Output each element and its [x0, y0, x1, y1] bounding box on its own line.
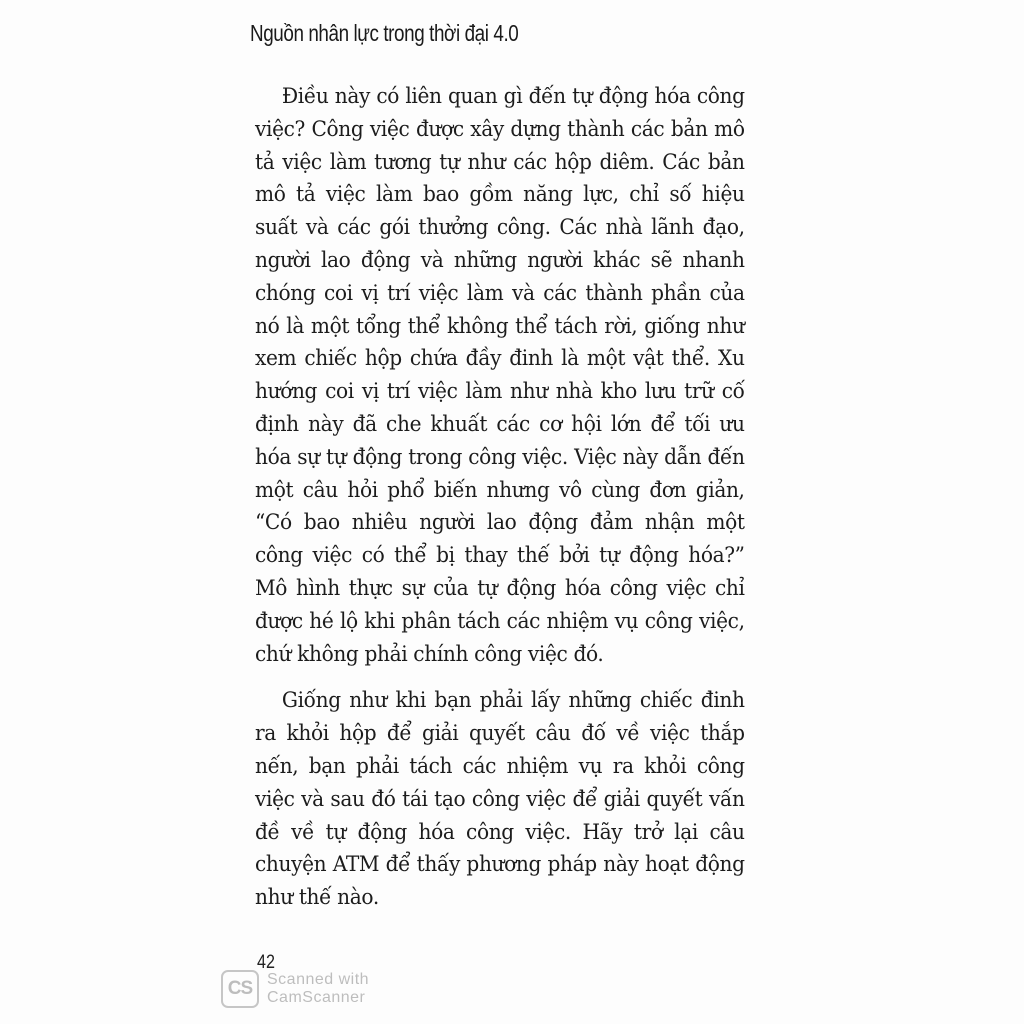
body-text: [255, 80, 745, 914]
paragraph-2: Giống như khi bạn phải lấy những chiếc đinh ra khỏi hộp để giải quyết câu đố về việc thắp nến, bạn phải tách các nhiệm vụ ra khỏi công việc và sau đó tái tạo công việc để giải quyết vấn đề về tự động hóa công việc. Hãy trở lại câu chuyện ATM để thấy phương pháp này hoạt động như thế nào.: [255, 688, 745, 910]
watermark-line-2: CamScanner: [267, 989, 366, 1006]
running-header: Nguồn nhân lực trong thời đại 4.0: [250, 20, 519, 46]
paragraph-1: Điều này có liên quan gì đến tự động hóa công việc? Công việc được xây dựng thành các bản mô tả việc làm tương tự như các hộp diêm. Các bản mô tả việc làm bao gồm năng lực, chỉ số hiệu suất và các gói thưởng công. Các nhà lãnh đạo, người lao động và những người khác sẽ nhanh chóng coi vị trí việc làm và các thành phần của nó là một tổng thể không thể tách rời, giống như xem chiếc hộp chứa đầy đinh là một vật thể. Xu hướng coi vị trí việc làm như nhà kho lưu trữ cố định này đã che khuất các cơ hội lớn để tối ưu hóa sự tự động trong công việc. Việc này dẫn đến một câu hỏi phổ biến nhưng vô cùng đơn giản, “Có bao nhiêu người lao động đảm nhận một công việc có thể bị thay thế bởi tự động hóa?” Mô hình thực sự của tự động hóa công việc chỉ được hé lộ khi phân tách các nhiệm vụ công việc, chứ không phải chính công việc đó.: [255, 84, 745, 666]
page-number: 42: [257, 952, 275, 973]
camscanner-logo-icon: CS: [221, 970, 259, 1008]
watermark-text: [267, 971, 369, 1007]
watermark-line-1: Scanned with: [267, 971, 370, 988]
camscanner-watermark: [221, 970, 369, 1008]
